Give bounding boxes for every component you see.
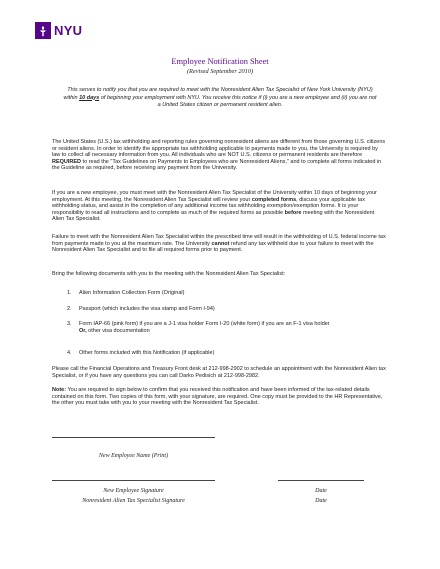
paragraph-meeting <box>52 190 386 223</box>
date-line-1[interactable] <box>278 480 364 481</box>
p2-text-c: , discuss your applicable tax withholding status, and assist in the completion of any additional income tax withholding exemption/exemption forms. It is your responsibility to read all instructions and to complete as much of the required forms as possible <box>52 196 365 216</box>
list-text-main: Form IAP-66 (pink form) if you are a J-1 visa holder Form I-20 (white form) if you are an F-1 visa holder <box>79 321 330 327</box>
specialist-signature-label: Nonresident Alien Tax Specialist Signature <box>82 498 185 504</box>
torch-icon <box>35 22 51 39</box>
logo-text: NYU <box>54 23 83 38</box>
intro-text-1: This serves to notify you that you are required to meet with the Nonresident Alien Tax Specialist of New York University (NYU) within <box>63 87 373 101</box>
date-label-2: Date <box>315 498 327 504</box>
or-label: Or, <box>79 327 87 334</box>
paragraph-tax-rules <box>52 139 386 172</box>
p2-completed-forms: completed forms <box>251 196 297 203</box>
paragraph-contact: Please call the Financial Operations and Treasury Front desk at 212-998-2902 to schedule an appointment with the Nonresident Alien tax Specialist, or if you have any questions you can call Darko Pedisich at 212-998-2982. <box>52 366 386 379</box>
note-label: Note: <box>52 387 67 393</box>
p1-text-c: to read the "Tax Guidelines on Payments to Employees who are Nonresident Aliens," and to complete all forms indicated in the Guideline as required, before receiving any payment from the University. <box>52 158 382 171</box>
date-label-1: Date <box>315 488 327 494</box>
paragraph-note <box>52 387 386 407</box>
list-text: Other forms included with this Notification (if applicable) <box>79 350 215 356</box>
paragraph-bring-documents: Bring the following documents with you to the meeting with the Nonresident Alien Tax Specialist: <box>52 271 286 277</box>
note-text: You are required to sign below to confirm that you received this notification and have been informed of the tax-related details contained on this form. Two copies of this form, with your signature, are required. One copy must be provided to the HR Representative, the other you must take with you to your meeting with the Nonresident Tax Specialist. <box>52 387 383 406</box>
list-text: Passport (which includes the visa stamp and Form I-94) <box>79 306 215 312</box>
p2-text-a: If you are a new employee, you must meet with the Nonresident Alien Tax Specialist of the University within 10 days of beginning your employment. At this meeting, the Nonresident Alien Tax Specialist will review your <box>52 190 377 203</box>
revision-date: (Revised September 2010) <box>186 68 254 75</box>
intro-text-2: of beginning your employment with NYU. You receive this notice if (i) you are a new employee and (ii) you are not a United States citizen or permanent resident alien. <box>99 94 377 109</box>
p3-cannot: cannot <box>211 240 230 247</box>
intro-paragraph <box>62 87 378 110</box>
intro-deadline: 10 days <box>79 94 100 101</box>
employee-name-line[interactable] <box>52 437 215 438</box>
p1-text-a: The United States (U.S.) tax withholding and reporting rules governing nonresident aliens are different from those governing U.S. citizens or resident aliens. In order to identify the appropriate tax withholding applicable to payments made to you, the University is required by law to collect all necessary information from you. All individuals who are NOT U.S. citizens or permanent residents are therefore <box>52 139 386 158</box>
nyu-logo <box>35 22 82 39</box>
list-text: Alien Information Collection Form (Original) <box>79 290 185 296</box>
list-number: 4. <box>67 350 72 356</box>
list-number: 2. <box>67 306 72 312</box>
employee-signature-line[interactable] <box>52 480 215 481</box>
or-text: other visa documentation <box>86 327 150 334</box>
list-text <box>79 321 379 334</box>
employee-signature-label: New Employee Signature <box>103 488 164 494</box>
p3-text-a: Failure to meet with the Nonresident Alien Tax Specialist within the prescribed time will result in the withholding of U.S. federal income tax from payments made to you at the maximum rate. The University <box>52 234 386 247</box>
page-title: Employee Notification Sheet <box>171 57 269 66</box>
p3-text-c: refund any tax withheld due to your failure to meet with the Nonresident Alien Tax Specialist and to file all required forms prior to payment. <box>52 240 374 253</box>
employee-name-label: New Employee Name (Print) <box>98 453 169 459</box>
p1-required: REQUIRED <box>52 158 82 165</box>
p2-before: before <box>284 209 302 216</box>
list-number: 1. <box>67 290 72 296</box>
list-number: 3. <box>67 321 72 327</box>
p2-text-e: meeting with the Nonresident Alien Tax Specialist. <box>52 209 375 222</box>
paragraph-failure <box>52 234 386 254</box>
